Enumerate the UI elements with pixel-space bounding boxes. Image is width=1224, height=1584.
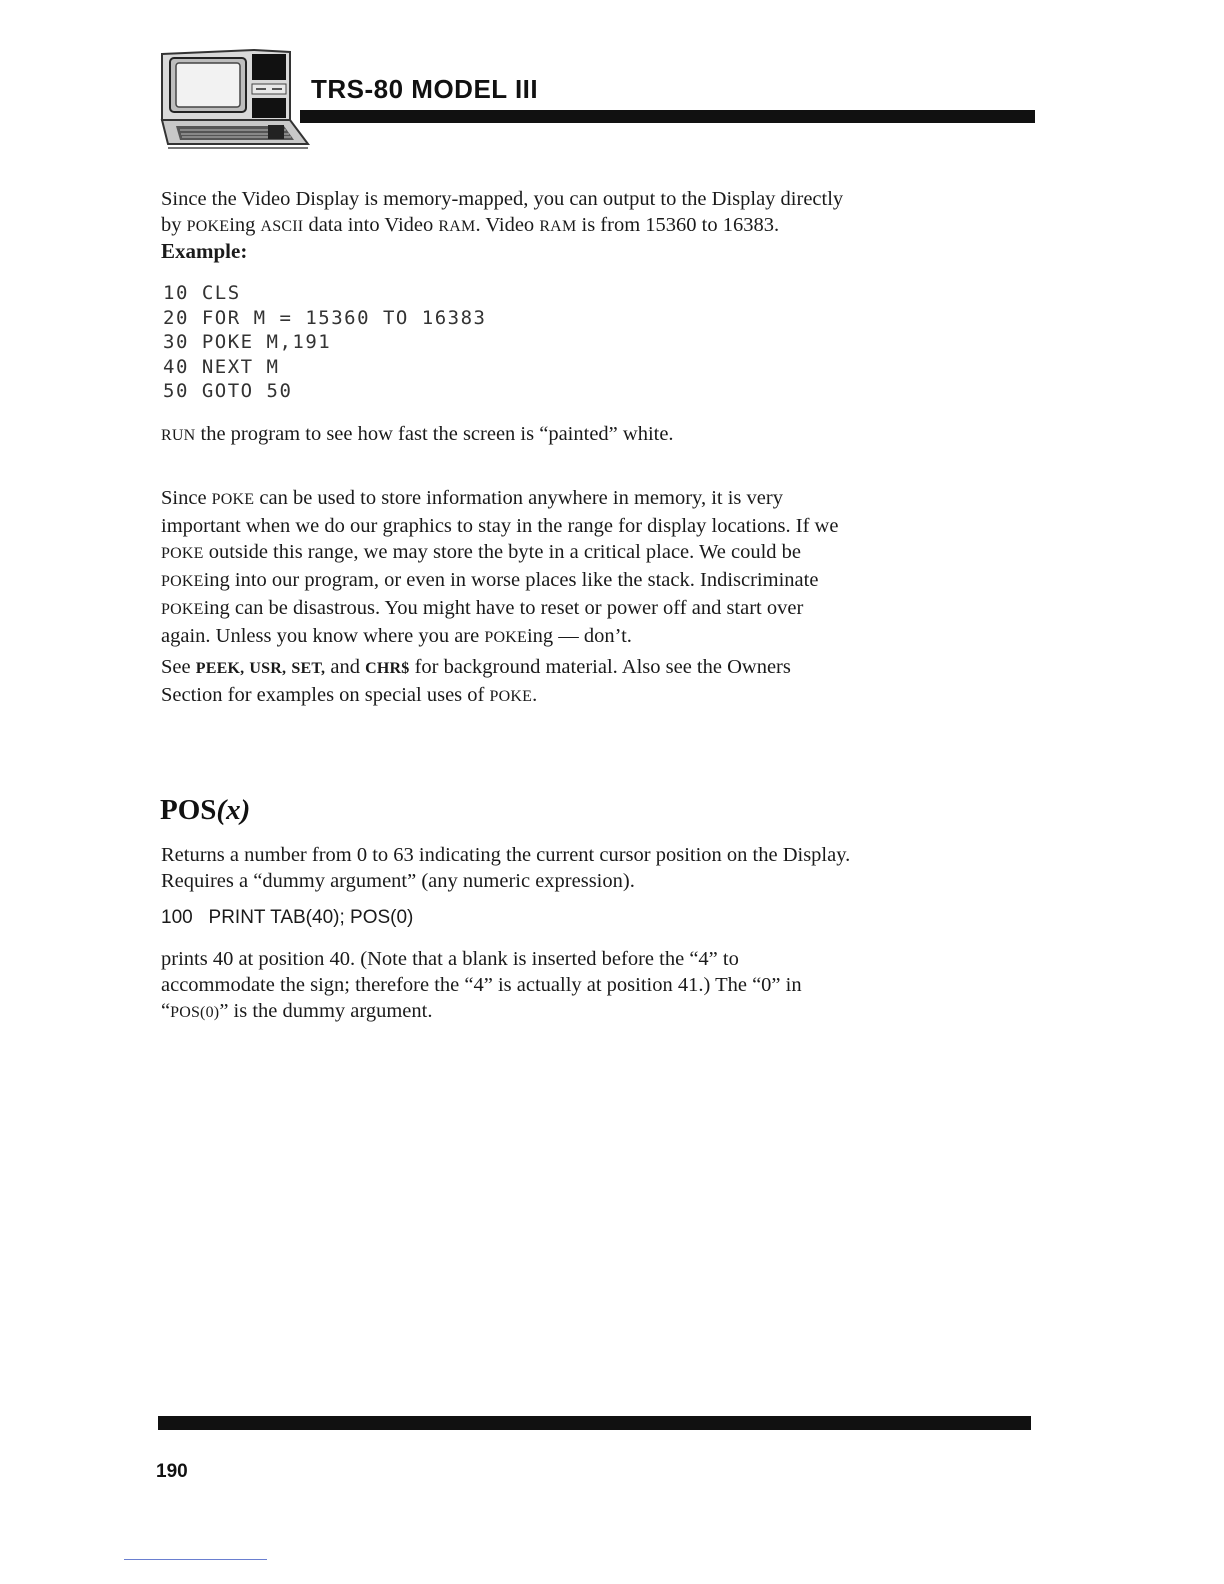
page-header-title: TRS-80 MODEL III [311, 74, 539, 104]
pos-explanation: prints 40 at position 40. (Note that a blank is inserted before the “4” to accommodate the sign; therefore the “4” is actually at position 41.) The “0” in “POS(0)” is the dummy argument. [161, 948, 802, 1022]
code-line: 30 POKE M,191 [163, 331, 332, 353]
code-listing [163, 281, 486, 404]
pos-description: Returns a number from 0 to 63 indicating the current cursor position on the Display. Requires a “dummy argument” (any numeric expression). [161, 844, 851, 892]
code-line: 10 CLS [163, 282, 241, 304]
footer-rule [158, 1416, 1031, 1430]
pos-section-heading: POS(x) [160, 794, 251, 826]
code-line: 20 FOR M = 15360 TO 16383 [163, 306, 487, 329]
see-also-paragraph: See PEEK, USR, SET, and CHR$ for background material. Also see the Owners Section for examples on special uses of POKE. [161, 656, 791, 706]
code-line: 40 NEXT M [163, 355, 280, 378]
header-rule [300, 110, 1035, 123]
trs80-computer-logo [158, 46, 318, 152]
page-number: 190 [156, 1461, 188, 1482]
bottom-edge-line [124, 1559, 267, 1560]
code-line: 50 GOTO 50 [163, 380, 293, 402]
pos-example-line: 100 PRINT TAB(40); POS(0) [161, 907, 414, 928]
intro-paragraph: Since the Video Display is memory-mapped, you can output to the Display directly by POKEing ASCII data into Video RAM. Video RAM is from 15360 to 16383. [161, 188, 844, 236]
example-label: Example: [161, 239, 248, 263]
run-note: RUN the program to see how fast the screen is “painted” white. [161, 423, 674, 445]
poke-warning-paragraph: Since POKE can be used to store information anywhere in memory, it is very important when we do our graphics to stay in the range for display locations. If we POKE outside this range, we may store the byte in a critical place. We could be POKEing into our program, or even in worse places like the stack. Indiscriminate POKEing can be disastrous. You might have to reset or power off and start over again. Unless you know where you are POKEing — don’t. [161, 487, 839, 647]
